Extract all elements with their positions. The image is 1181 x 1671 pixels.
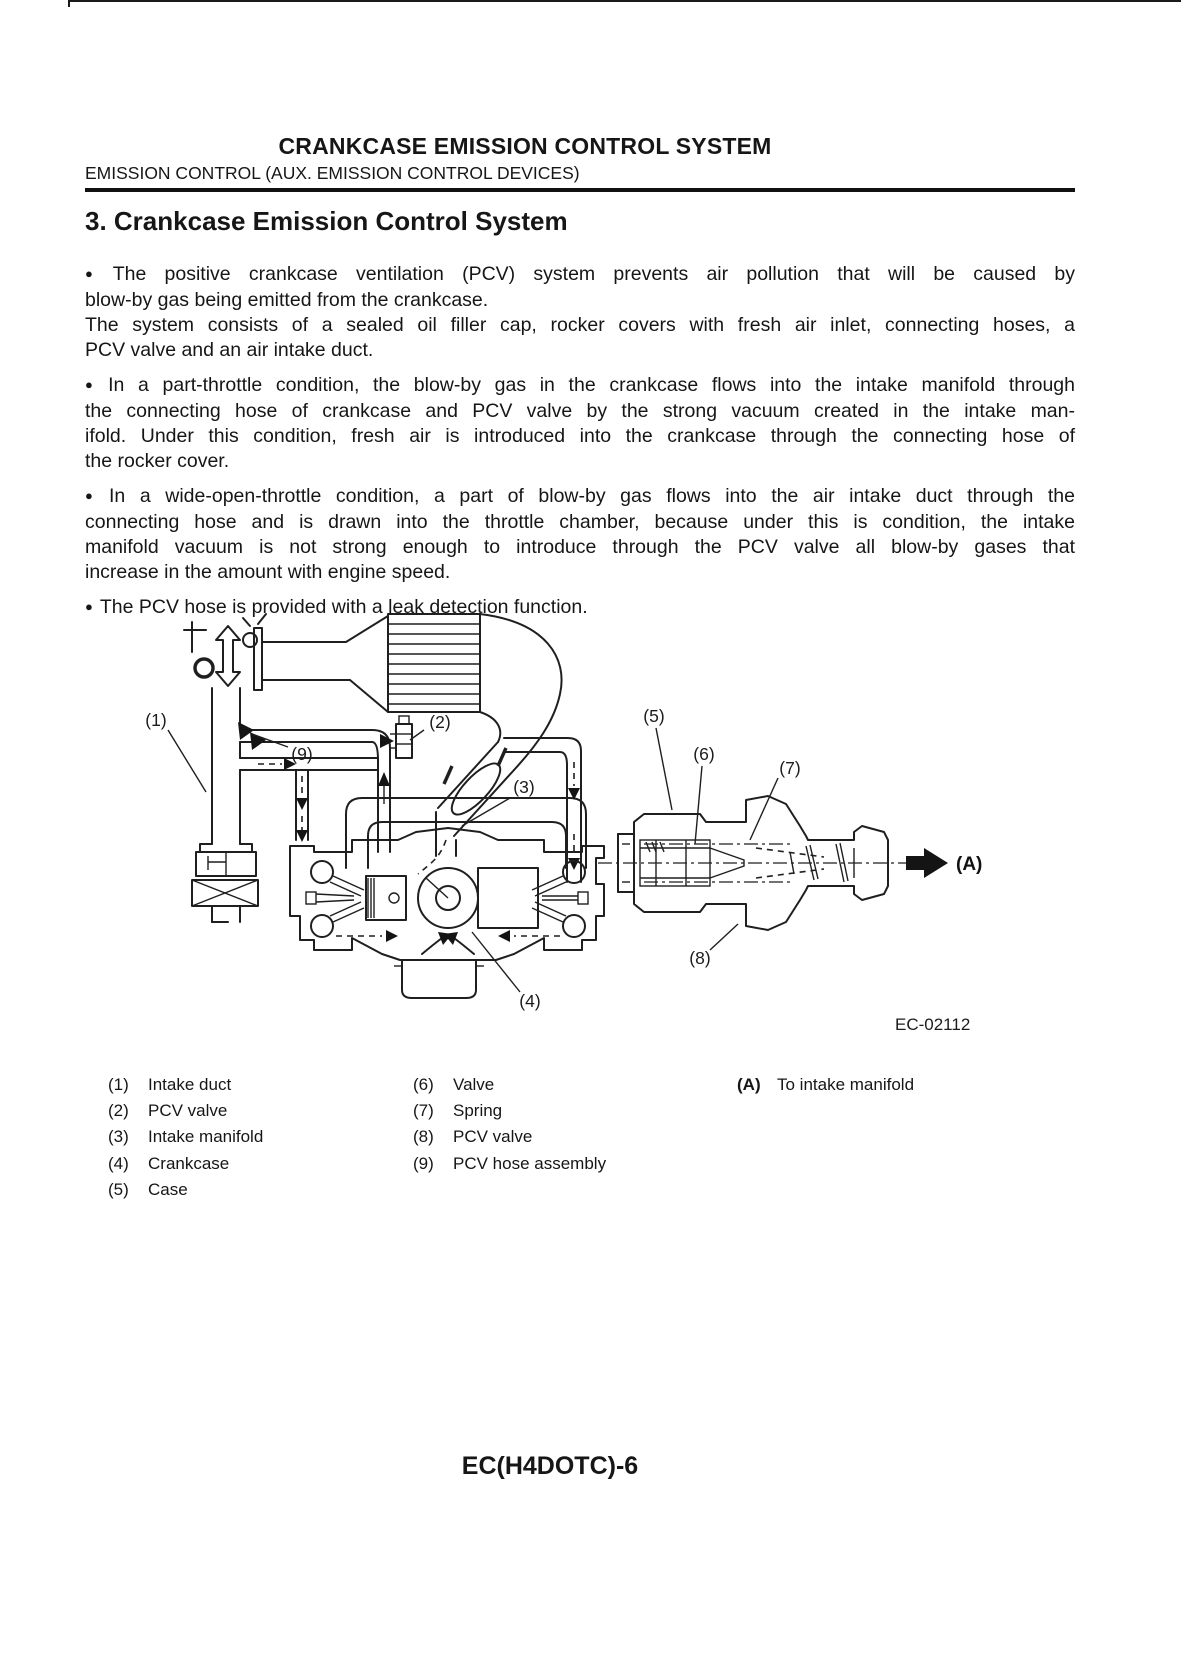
legend-item-number: (A): [737, 1075, 761, 1094]
callout-3: (3): [513, 777, 535, 797]
callout-4: (4): [519, 991, 541, 1011]
body-paragraphs: [85, 262, 1075, 621]
fresh-air-inlet-assembly: [184, 614, 266, 690]
intake-manifold: [346, 798, 586, 868]
section-heading: 3. Crankcase Emission Control System: [85, 206, 568, 236]
page-number: EC(H4DOTC)-6: [461, 1452, 639, 1480]
legend-item-number: (2): [108, 1101, 129, 1121]
figure-id: EC-02112: [895, 1015, 971, 1034]
crankcase: [290, 828, 604, 998]
callout-9: (9): [291, 744, 313, 764]
paragraph-line: connecting hose and is drawn into the throttle chamber, because under this is condition, the intake: [85, 511, 1075, 533]
legend-column: [737, 1072, 914, 1098]
callout-6: (6): [693, 744, 715, 764]
figure-diagram: [100, 600, 1090, 1050]
legend-item-label: Case: [148, 1179, 188, 1199]
legend-item-label: To intake manifold: [777, 1075, 915, 1094]
bullet-icon: ●: [85, 266, 106, 281]
legend-item-number: (1): [108, 1075, 129, 1094]
legend-item-number: (3): [108, 1127, 129, 1147]
callout-8: (8): [689, 948, 711, 968]
legend-item: [108, 1177, 263, 1203]
paragraph-line: blow-by gas being emitted from the crankcase.: [85, 289, 489, 311]
paragraph-line: the connecting hose of crankcase and PCV valve by the strong vacuum created in the intake man-: [85, 400, 1075, 422]
bullet-icon: ●: [85, 488, 103, 503]
callout-5: (5): [643, 706, 665, 726]
callout-2: (2): [429, 712, 451, 732]
legend-item-label: PCV valve: [453, 1127, 533, 1147]
page-title: CRANKCASE EMISSION CONTROL SYSTEM: [278, 133, 772, 159]
paragraph: [85, 313, 1075, 363]
scan-edge-line: [68, 0, 1181, 2]
pcv-system-diagram: [100, 600, 1090, 1050]
flow-out-arrow: [906, 848, 948, 878]
legend-item: [413, 1124, 606, 1150]
paragraph-line: The system consists of a sealed oil filler cap, rocker covers with fresh air inlet, connecting hoses, a: [85, 314, 1075, 336]
legend-item-number: (9): [413, 1153, 434, 1173]
legend-column: [413, 1072, 606, 1177]
flow-arrows: [238, 722, 580, 954]
paragraph-line: ● In a part-throttle condition, the blow-by gas in the crankcase flows into the intake manifold through: [85, 374, 1075, 396]
legend-item-label: Crankcase: [148, 1153, 230, 1173]
pcv-valve-top: [390, 716, 412, 758]
legend-item-label: Valve: [453, 1075, 495, 1094]
paragraph: [85, 484, 1075, 585]
legend-item-label: Intake manifold: [148, 1127, 264, 1147]
bullet-icon: ●: [85, 599, 93, 614]
intake-duct: [192, 688, 258, 922]
scan-edge-hook: [68, 0, 70, 7]
air-cleaner-element-hatch: [388, 624, 480, 704]
legend-item: [413, 1151, 606, 1177]
paragraph-line: ● In a wide-open-throttle condition, a part of blow-by gas flows into the air intake duct through the: [85, 485, 1075, 507]
paragraph-line: PCV valve and an air intake duct.: [85, 339, 374, 361]
pcv-valve-cutaway: [598, 796, 922, 930]
callout-7: (7): [779, 758, 801, 778]
paragraph-line: manifold vacuum is not strong enough to introduce through the PCV valve all blow-by gases that: [85, 536, 1075, 558]
legend-item-number: (8): [413, 1127, 434, 1147]
callout-1: (1): [145, 710, 167, 730]
legend-item-label: PCV hose assembly: [453, 1153, 607, 1173]
paragraph-line: the rocker cover.: [85, 450, 230, 472]
legend-item: [413, 1098, 606, 1124]
legend-item-number: (4): [108, 1153, 129, 1173]
callout-A: (A): [956, 854, 983, 875]
paragraph-line: increase in the amount with engine speed.: [85, 561, 451, 583]
paragraph: [85, 373, 1075, 474]
legend-item: [413, 1072, 606, 1098]
legend-item: [108, 1072, 263, 1098]
paragraph-line: ● The positive crankcase ventilation (PCV) system prevents air pollution that will be caused by: [85, 263, 1075, 285]
legend-item-label: Spring: [453, 1101, 503, 1121]
legend-item-label: Intake duct: [148, 1075, 232, 1094]
legend-column: [108, 1072, 263, 1203]
legend-item-number: (5): [108, 1179, 129, 1199]
bullet-icon: ●: [85, 377, 102, 392]
legend-item: [108, 1151, 263, 1177]
legend-item: [737, 1072, 914, 1098]
legend-item-label: PCV valve: [148, 1101, 228, 1121]
paragraph-line: ● The PCV hose is provided with a leak detection function.: [85, 596, 588, 618]
header-rule: [85, 188, 1075, 192]
page-subtitle: EMISSION CONTROL (AUX. EMISSION CONTROL DEVICES): [85, 163, 580, 183]
legend-item: [108, 1124, 263, 1150]
paragraph: [85, 262, 1075, 313]
paragraph-line: ifold. Under this condition, fresh air is introduced into the crankcase through the connecting hose of: [85, 425, 1075, 447]
legend-item-number: (7): [413, 1101, 434, 1121]
legend-item: [108, 1098, 263, 1124]
legend-item-number: (6): [413, 1075, 434, 1094]
